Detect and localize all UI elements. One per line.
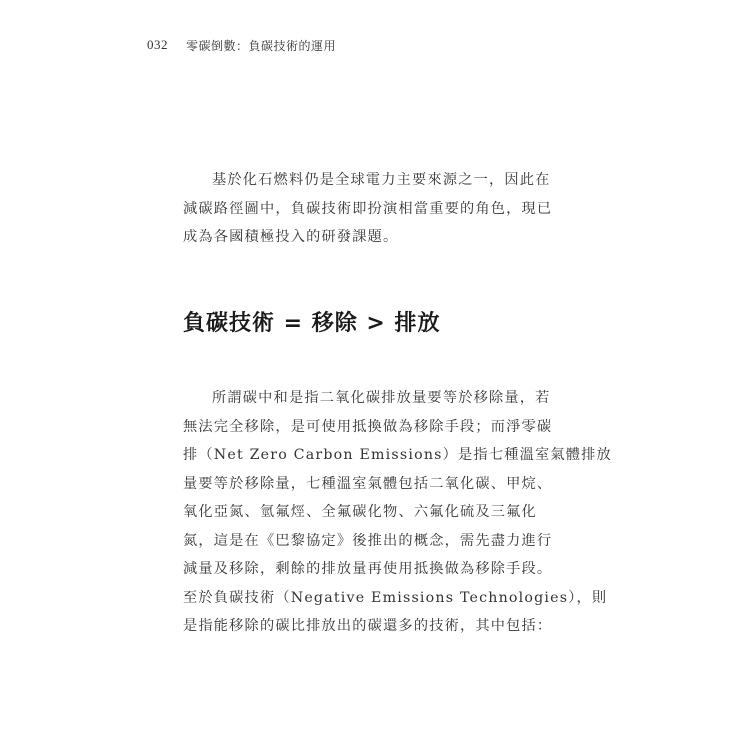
paragraph-line: 減碳路徑圖中，負碳技術即扮演相當重要的角色，現已 — [183, 200, 553, 217]
paragraph-line: 是指能移除的碳比排放出的碳還多的技術，其中包括： — [183, 618, 553, 634]
paragraph-line: 無法完全移除，是可使用抵換做為移除手段；而淨零碳 — [183, 418, 553, 435]
paragraph-line: 所謂碳中和是指二氧化碳排放量要等於移除量，若 — [212, 390, 551, 406]
paragraph-line: 至於負碳技術（Negative Emissions Technologies），則 — [183, 589, 608, 606]
chapter-title: 零碳倒數：負碳技術的運用 — [186, 38, 337, 53]
intro-paragraph — [183, 166, 553, 252]
paragraph-line: 基於化石燃料仍是全球電力主要來源之一，因此在 — [212, 172, 551, 188]
paragraph-line: 氧化亞氮、氫氟烴、全氟碳化物、六氟化硫及三氟化 — [183, 504, 537, 520]
paragraph-line: 減量及移除，剩餘的排放量再使用抵換做為移除手段。 — [183, 561, 553, 577]
paragraph-line: 氮，這是在《巴黎協定》後推出的概念，需先盡力進行 — [183, 532, 553, 549]
page-number: 032 — [147, 37, 168, 52]
section-heading: 負碳技術 = 移除 > 排放 — [183, 311, 441, 336]
paragraph-line: 成為各國積極投入的研發課題。 — [183, 229, 399, 245]
paragraph-line: 量要等於移除量，七種溫室氣體包括二氧化碳、甲烷、 — [183, 475, 553, 492]
definition-paragraph — [183, 384, 612, 641]
running-header — [147, 36, 336, 54]
paragraph-line: 排（Net Zero Carbon Emissions）是指七種溫室氣體排放 — [183, 447, 612, 463]
